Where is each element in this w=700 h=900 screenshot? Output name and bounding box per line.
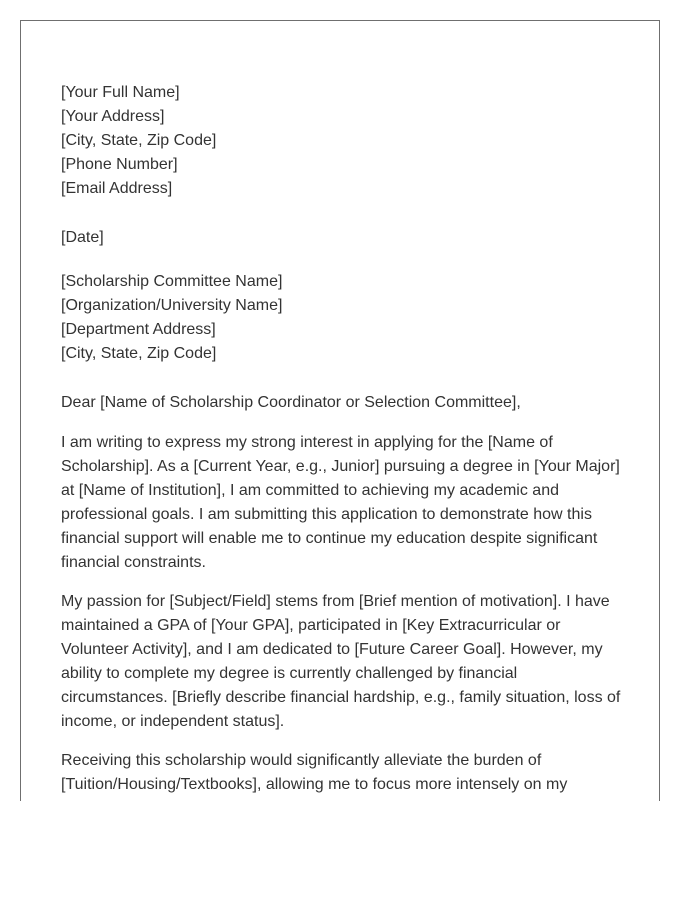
body-paragraph-2 [61,590,627,734]
salutation-block [61,391,627,415]
paragraph-line: circumstances. [Briefly describe financial hardship, e.g., family situation, loss of [61,689,621,706]
paragraph-line: at [Name of Institution], I am committed to achieving my academic and [61,482,559,499]
sender-name: [Your Full Name] [61,84,180,101]
letter-content [61,81,627,797]
sender-city-state-zip: [City, State, Zip Code] [61,132,217,149]
paragraph-line: income, or independent status]. [61,713,285,730]
date-block [61,226,627,250]
letter-page [20,20,660,801]
body-paragraph-3 [61,749,627,797]
recipient-block [61,270,627,366]
body-paragraph-1 [61,431,627,575]
paragraph-line: I am writing to express my strong interest in applying for the [Name of [61,434,553,451]
paragraph-line: Volunteer Activity], and I am dedicated to [Future Career Goal]. However, my [61,641,603,658]
paragraph-line: financial support will enable me to continue my education despite significant [61,530,598,547]
sender-email: [Email Address] [61,180,173,197]
paragraph-line: My passion for [Subject/Field] stems from [Brief mention of motivation]. I have [61,593,610,610]
paragraph-line: professional goals. I am submitting this application to demonstrate how this [61,506,592,523]
recipient-committee: [Scholarship Committee Name] [61,273,283,290]
paragraph-line: financial constraints. [61,554,206,571]
sender-phone: [Phone Number] [61,156,178,173]
paragraph-line: [Tuition/Housing/Textbooks], allowing me to focus more intensely on my [61,776,568,793]
salutation: Dear [Name of Scholarship Coordinator or Selection Committee], [61,394,521,411]
sender-block [61,81,627,201]
paragraph-line: Receiving this scholarship would significantly alleviate the burden of [61,752,542,769]
recipient-department-address: [Department Address] [61,321,216,338]
sender-address: [Your Address] [61,108,165,125]
paragraph-line: maintained a GPA of [Your GPA], participated in [Key Extracurricular or [61,617,561,634]
recipient-city-state-zip: [City, State, Zip Code] [61,345,217,362]
paragraph-line: ability to complete my degree is currently challenged by financial [61,665,518,682]
letter-date: [Date] [61,229,104,246]
recipient-organization: [Organization/University Name] [61,297,283,314]
paragraph-line: Scholarship]. As a [Current Year, e.g., Junior] pursuing a degree in [Your Major] [61,458,620,475]
